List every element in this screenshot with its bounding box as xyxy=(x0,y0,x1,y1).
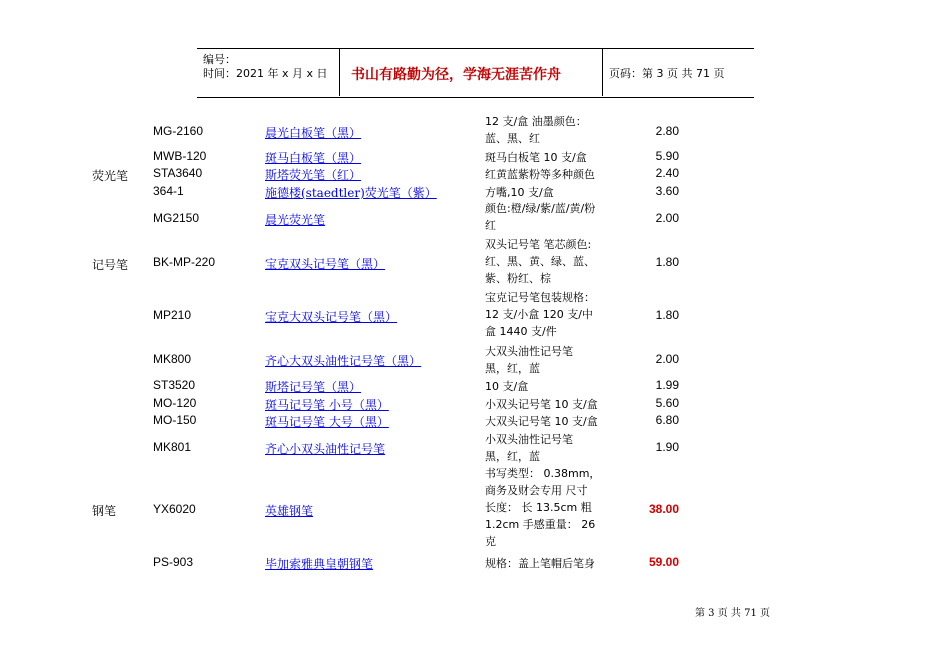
description-line: 12 支/小盒 120 支/中 xyxy=(485,308,593,321)
product-name-link[interactable]: 齐心大双头油性记号笔（黑） xyxy=(265,354,422,368)
product-price: 59.00 xyxy=(648,555,679,569)
description-line: 斑马白板笔 10 支/盒 xyxy=(485,151,587,164)
product-description xyxy=(485,113,587,147)
product-name-link[interactable]: 斯塔记号笔（黑） xyxy=(265,380,362,394)
header-page-number: 页码：第 3 页 共 71 页 xyxy=(609,67,725,80)
product-price: 2.00 xyxy=(655,211,679,225)
product-price: 5.90 xyxy=(655,149,679,163)
product-price: 1.90 xyxy=(655,440,679,454)
product-description xyxy=(485,378,528,395)
description-line: 蓝、黑、红 xyxy=(485,132,540,145)
description-line: 红、黑、黄、绿、蓝、 xyxy=(485,255,595,268)
product-code: 364-1 xyxy=(153,184,184,198)
description-line: 方嘴,10 支/盒 xyxy=(485,186,554,199)
product-code: MP210 xyxy=(153,308,192,322)
product-code: MO-120 xyxy=(153,396,197,410)
header-number-label: 编号： xyxy=(203,53,236,66)
header-date: 时间：2021 年 x 月 x 日 xyxy=(203,67,328,80)
product-code: MK801 xyxy=(153,440,192,454)
page-footer: 第 3 页 共 71 页 xyxy=(695,608,770,619)
product-name-link[interactable]: 斯塔荧光笔（红） xyxy=(265,168,362,182)
product-description xyxy=(485,200,595,234)
product-price: 2.00 xyxy=(655,352,679,366)
description-line: 宝克记号笔包装规格： xyxy=(485,291,595,304)
product-description xyxy=(485,413,598,430)
product-price: 2.80 xyxy=(655,124,679,138)
description-line: 1.2cm 手感重量： 26 xyxy=(485,518,596,531)
description-line: 商务及财会专用 尺寸 xyxy=(485,484,588,497)
description-line: 盒 1440 支/件 xyxy=(485,325,557,338)
header-motto: 书山有路勤为径，学海无涯苦作舟 xyxy=(351,67,561,83)
description-line: 长度： 长 13.5cm 粗 xyxy=(485,501,592,514)
product-description xyxy=(485,236,595,287)
description-line: 颜色:橙/绿/紫/蓝/黄/粉 xyxy=(485,202,596,215)
product-name-link[interactable]: 斑马白板笔（黑） xyxy=(265,151,362,165)
product-code: BK-MP-220 xyxy=(153,255,216,269)
product-description xyxy=(485,343,573,377)
product-description xyxy=(485,166,595,183)
product-price: 5.60 xyxy=(655,396,679,410)
product-description xyxy=(485,396,598,413)
product-price: 1.80 xyxy=(655,308,679,322)
product-price: 3.60 xyxy=(655,184,679,198)
product-name-link[interactable]: 宝克双头记号笔（黑） xyxy=(265,257,386,271)
product-code: PS-903 xyxy=(153,555,194,569)
product-name-link[interactable]: 晨光荧光笔 xyxy=(265,213,326,227)
category-marker: 记号笔 xyxy=(92,258,129,272)
product-name-link[interactable]: 英雄钢笔 xyxy=(265,504,314,518)
description-line: 黑，红，蓝 xyxy=(485,362,540,375)
description-line: 红 xyxy=(485,219,496,232)
description-line: 小双头油性记号笔 xyxy=(485,433,573,446)
product-price: 6.80 xyxy=(655,413,679,427)
description-line: 红黄蓝紫粉等多种颜色 xyxy=(485,168,595,181)
header-divider xyxy=(339,48,340,96)
product-code: MG2150 xyxy=(153,211,200,225)
product-price: 38.00 xyxy=(648,502,679,516)
description-line: 12 支/盒 油墨颜色： xyxy=(485,115,587,128)
product-name-link[interactable]: 毕加索雅典皇朝钢笔 xyxy=(265,557,374,571)
description-line: 小双头记号笔 10 支/盒 xyxy=(485,398,598,411)
description-line: 紫、粉红、棕 xyxy=(485,272,551,285)
product-code: MO-150 xyxy=(153,413,197,427)
product-name-link[interactable]: 斑马记号笔 大号（黑） xyxy=(265,415,389,429)
product-name-link[interactable]: 斑马记号笔 小号（黑） xyxy=(265,398,389,412)
description-line: 大双头油性记号笔 xyxy=(485,345,573,358)
product-description xyxy=(485,555,595,572)
product-code: MG-2160 xyxy=(153,124,204,138)
description-line: 克 xyxy=(485,535,496,548)
description-line: 双头记号笔 笔芯颜色: xyxy=(485,238,592,251)
product-name-link[interactable]: 晨光白板笔（黑） xyxy=(265,126,362,140)
product-price: 2.40 xyxy=(655,166,679,180)
description-line: 黑，红，蓝 xyxy=(485,450,540,463)
product-description xyxy=(485,184,554,201)
header-divider xyxy=(602,48,603,96)
product-code: STA3640 xyxy=(153,166,203,180)
category-fluorescent: 荧光笔 xyxy=(92,169,129,183)
product-price: 1.80 xyxy=(655,255,679,269)
product-description xyxy=(485,289,595,340)
product-description xyxy=(485,149,587,166)
product-name-link[interactable]: 宝克大双头记号笔（黑） xyxy=(265,310,398,324)
product-description xyxy=(485,465,600,550)
product-code: MK800 xyxy=(153,352,192,366)
description-line: 大双头记号笔 10 支/盒 xyxy=(485,415,598,428)
description-line: 10 支/盒 xyxy=(485,380,529,393)
product-code: MWB-120 xyxy=(153,149,207,163)
product-name-link[interactable]: 施德楼(staedtler)荧光笔（紫） xyxy=(265,186,437,200)
description-line: 规格：盖上笔帽后笔身 xyxy=(485,557,595,570)
product-name-link[interactable]: 齐心小双头油性记号笔 xyxy=(265,442,386,456)
product-price: 1.99 xyxy=(655,378,679,392)
product-code: ST3520 xyxy=(153,378,196,392)
description-line: 书写类型： 0.38mm， xyxy=(485,467,601,480)
category-fountain-pen: 钢笔 xyxy=(92,504,117,518)
product-code: YX6020 xyxy=(153,502,196,516)
product-description xyxy=(485,431,573,465)
